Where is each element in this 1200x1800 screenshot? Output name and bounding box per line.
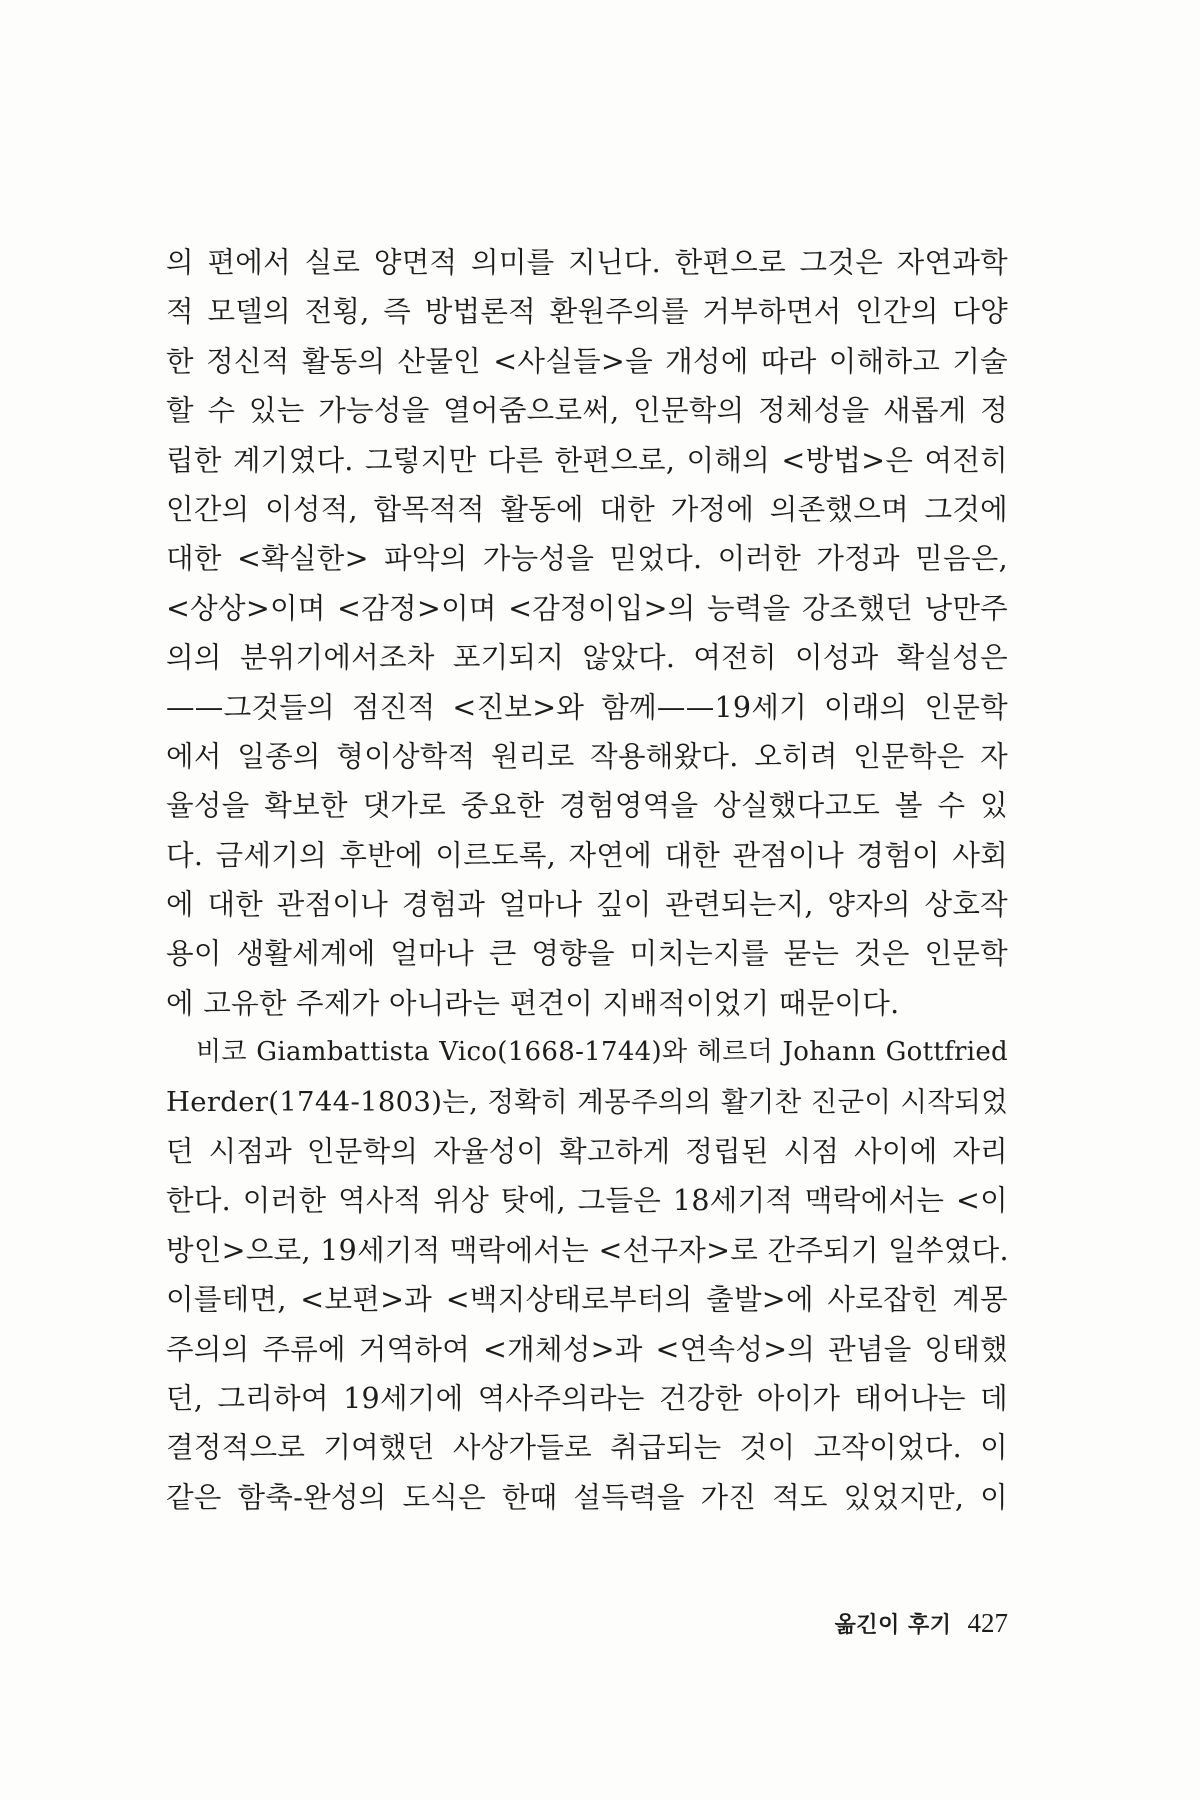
text-line: 의 편에서 실로 양면적 의미를 지닌다. 한편으로 그것은 자연과학 [166, 246, 1008, 279]
text-line: 에 고유한 주제가 아니라는 편견이 지배적이었기 때문이다. [166, 986, 900, 1020]
text-line: 용이 생활세계에 얼마나 큰 영향을 미치는지를 묻는 것은 인문학 [166, 937, 1008, 971]
text-line: 에 대한 관점이나 경험과 얼마나 깊이 관련되는지, 양자의 상호작 [166, 888, 1008, 922]
text-line: 던 시점과 인문학의 자율성이 확고하게 정립된 시점 사이에 자리 [166, 1135, 1008, 1169]
text-line: 다. 금세기의 후반에 이르도록, 자연에 대한 관점이나 경험이 사회 [166, 838, 1008, 872]
text-line: 의의 분위기에서조차 포기되지 않았다. 여전히 이성과 확실성은 [166, 641, 1008, 675]
text-line: 에서 일종의 형이상학적 원리로 작용해왔다. 오히려 인문학은 자 [166, 739, 1008, 773]
text-line: <상상>이며 <감정>이며 <감정이입>의 능력을 강조했던 낭만주 [166, 591, 1008, 625]
text-line: 결정적으로 기여했던 사상가들로 취급되는 것이 고작이었다. 이 [166, 1431, 1008, 1465]
text-line: ——그것들의 점진적 <진보>와 함께——19세기 이래의 인문학 [166, 690, 1008, 724]
text-line: 한 정신적 활동의 산물인 <사실들>을 개성에 따라 이해하고 기술 [166, 344, 1008, 378]
text-line: Herder(1744-1803)는, 정확히 계몽주의의 활기찬 진군이 시작되었 [166, 1085, 1008, 1118]
page-footer [800, 1608, 1008, 1648]
paragraph-1 [166, 238, 1008, 1028]
text-line: 같은 함축-완성의 도식은 한때 설득력을 가진 적도 있었지만, 이 [166, 1480, 1008, 1514]
text-line: 인간의 이성적, 합목적적 활동에 대한 가정에 의존했으며 그것에 [166, 492, 1008, 526]
text-line: 할 수 있는 가능성을 열어줌으로써, 인문학의 정체성을 새롭게 정 [166, 394, 1008, 428]
page-number: 427 [967, 1608, 1008, 1638]
text-line: 던, 그리하여 19세기에 역사주의라는 건강한 아이가 태어나는 데 [166, 1381, 1008, 1415]
text-line: 방인>으로, 19세기적 맥락에서는 <선구자>로 간주되기 일쑤였다. [166, 1233, 1009, 1267]
body-text [166, 238, 1008, 1522]
text-line: 율성을 확보한 댓가로 중요한 경험영역을 상실했다고도 볼 수 있 [166, 789, 1008, 823]
text-line: 이를테면, <보편>과 <백지상태로부터의 출발>에 사로잡힌 계몽 [166, 1283, 1008, 1317]
text-line: 대한 <확실한> 파악의 가능성을 믿었다. 이러한 가정과 믿음은, [166, 542, 1008, 576]
text-line: 적 모델의 전횡, 즉 방법론적 환원주의를 거부하면서 인간의 다양 [166, 295, 1008, 329]
running-head: 옮긴이 후기 [834, 1613, 952, 1638]
text-line: 한다. 이러한 역사적 위상 탓에, 그들은 18세기적 맥락에서는 <이 [166, 1184, 1008, 1218]
text-line: 비코 Giambattista Vico(1668-1744)와 헤르더 Johann Gottfried [196, 1037, 1008, 1068]
paragraph-2 [166, 1028, 1008, 1522]
text-line: 립한 계기였다. 그렇지만 다른 한편으로, 이해의 <방법>은 여전히 [166, 443, 1008, 477]
text-line: 주의의 주류에 거역하여 <개체성>과 <연속성>의 관념을 잉태했 [166, 1332, 1008, 1366]
